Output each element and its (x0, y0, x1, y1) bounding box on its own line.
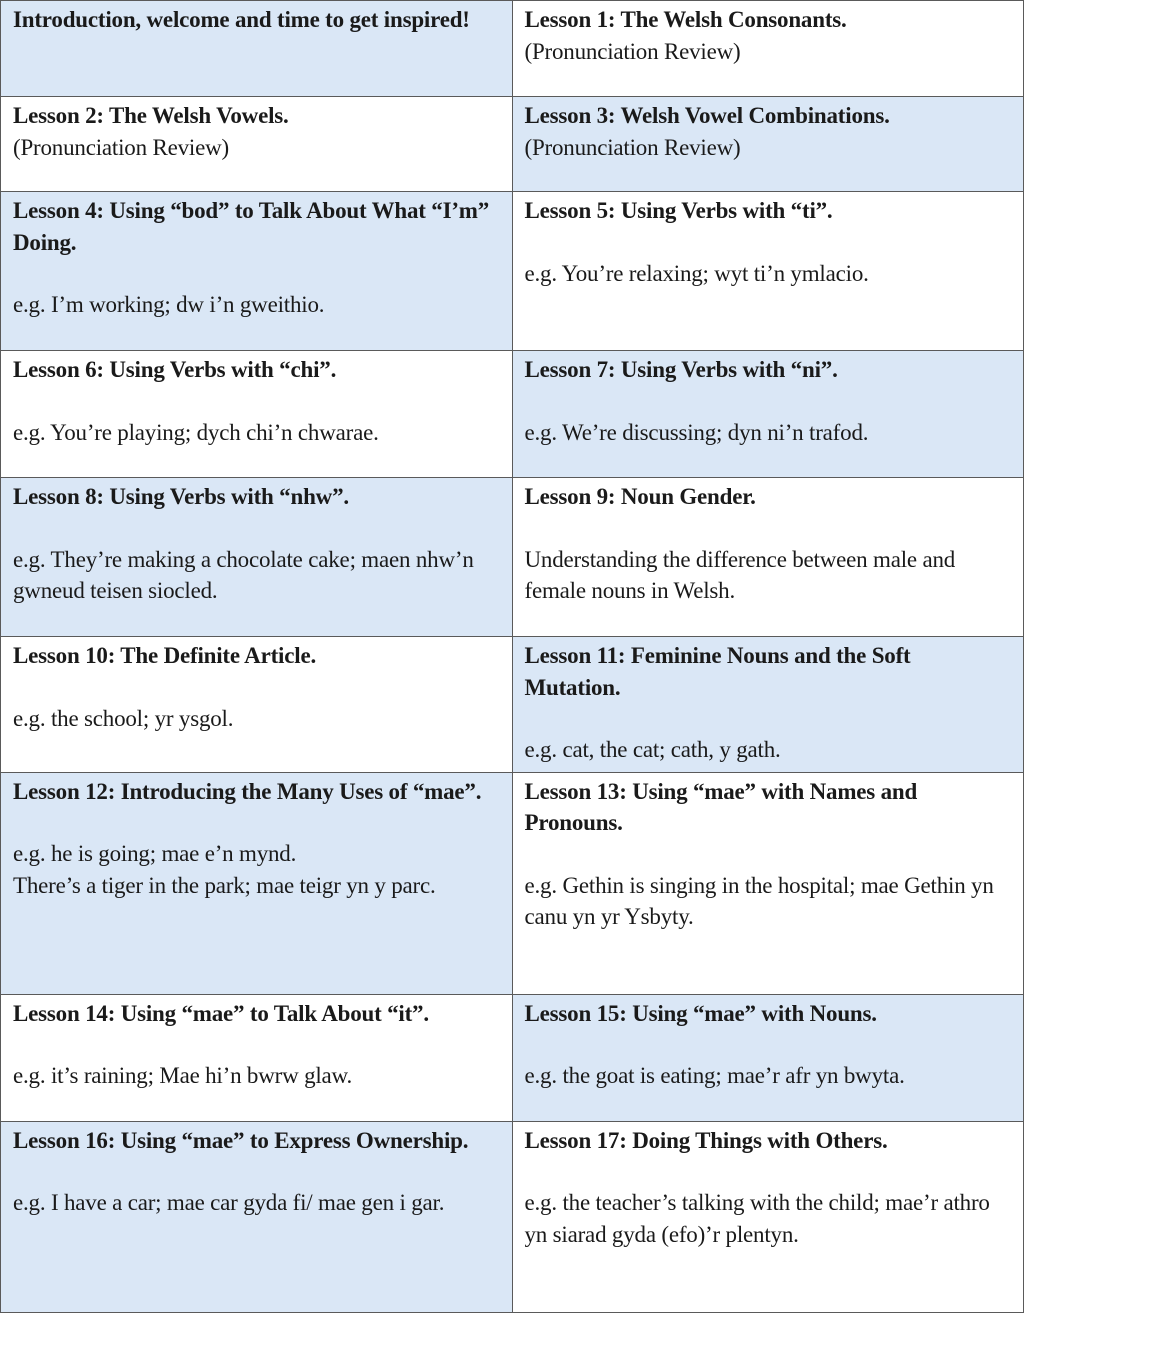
lesson-cell-1 (512, 1, 1024, 97)
lesson-example: e.g. the goat is eating; mae’r afr yn bwyta. (524, 1063, 905, 1088)
lesson-title: Lesson 12: Introducing the Many Uses of “mae”. (13, 778, 482, 804)
table-row (1, 478, 1024, 637)
lesson-example: e.g. it’s raining; Mae hi’n bwrw glaw. (13, 1063, 353, 1088)
spacer (525, 839, 1012, 870)
lesson-title: Lesson 7: Using Verbs with “ni”. (524, 357, 838, 382)
spacer (525, 703, 1012, 734)
lesson-title: Lesson 10: The Definite Article. (13, 643, 316, 668)
lesson-subtitle: (Pronunciation Review) (524, 38, 741, 64)
lesson-example: e.g. cat, the cat; cath, y gath. (524, 737, 781, 762)
lesson-cell-14 (1, 994, 513, 1121)
lesson-example: e.g. They’re making a chocolate cake; maen nhw’n gwneud teisen siocled. (13, 546, 480, 603)
lesson-cell-15 (512, 994, 1024, 1121)
table-row (1, 1121, 1024, 1312)
spacer (13, 807, 500, 838)
lesson-title: Lesson 5: Using Verbs with “ti”. (524, 198, 833, 223)
lesson-example: e.g. the school; yr ysgol. (13, 705, 234, 731)
lesson-title: Lesson 15: Using “mae” with Nouns. (524, 1000, 877, 1026)
lesson-subtitle: (Pronunciation Review) (524, 134, 741, 160)
lesson-title: Lesson 3: Welsh Vowel Combinations. (524, 103, 890, 128)
lesson-cell-16 (1, 1121, 513, 1312)
table-row (1, 192, 1024, 351)
spacer (525, 386, 1012, 417)
lesson-cell-6 (1, 351, 513, 478)
table-row (1, 637, 1024, 773)
spacer (13, 258, 500, 289)
lesson-title: Lesson 2: The Welsh Vowels. (13, 103, 289, 128)
spacer (525, 1156, 1012, 1187)
lesson-example: e.g. I’m working; dw i’n gweithio. (13, 292, 325, 317)
spacer (525, 513, 1012, 544)
table-row (1, 772, 1024, 994)
lesson-cell-7 (512, 351, 1024, 478)
lesson-cell-12 (1, 772, 513, 994)
lesson-example: e.g. You’re relaxing; wyt ti’n ymlacio. (524, 260, 869, 286)
spacer (525, 1029, 1012, 1060)
lesson-title: Lesson 4: Using “bod” to Talk About What “I’m” Doing. (13, 198, 495, 255)
lesson-cell-2 (1, 97, 513, 192)
lesson-cell-8 (1, 478, 513, 637)
spacer (525, 227, 1012, 258)
table-row (1, 351, 1024, 478)
lesson-example: e.g. We’re discussing; dyn ni’n trafod. (524, 419, 869, 445)
spacer (13, 513, 500, 544)
lesson-cell-9 (512, 478, 1024, 637)
lesson-title: Lesson 17: Doing Things with Others. (524, 1127, 888, 1153)
spacer (13, 1029, 500, 1060)
lesson-subtitle: (Pronunciation Review) (13, 134, 229, 160)
lesson-cell-4 (1, 192, 513, 351)
lesson-cell-17 (512, 1121, 1024, 1312)
lesson-title: Lesson 16: Using “mae” to Express Ownership. (13, 1127, 469, 1153)
lesson-cell-intro (1, 1, 513, 97)
lesson-title: Lesson 13: Using “mae” with Names and Pronouns. (524, 778, 923, 835)
lesson-example: e.g. You’re playing; dych chi’n chwarae. (13, 419, 379, 445)
lesson-cell-10 (1, 637, 513, 773)
table-row (1, 994, 1024, 1121)
lesson-example: e.g. I have a car; mae car gyda fi/ mae gen i gar. (13, 1190, 445, 1215)
lesson-title: Lesson 6: Using Verbs with “chi”. (13, 357, 337, 382)
lesson-title: Lesson 1: The Welsh Consonants. (524, 7, 847, 32)
spacer (13, 672, 500, 703)
lesson-title: Lesson 14: Using “mae” to Talk About “it”. (13, 1000, 429, 1026)
spacer (13, 1156, 500, 1187)
lesson-description: Understanding the difference between male and female nouns in Welsh. (524, 546, 961, 603)
lesson-title: Introduction, welcome and time to get inspired! (13, 7, 470, 32)
lesson-cell-5 (512, 192, 1024, 351)
lesson-cell-13 (512, 772, 1024, 994)
lesson-title: Lesson 11: Feminine Nouns and the Soft Mutation. (524, 643, 917, 700)
lesson-title: Lesson 8: Using Verbs with “nhw”. (13, 484, 349, 509)
table-row (1, 1, 1024, 97)
lesson-cell-3 (512, 97, 1024, 192)
lesson-example: e.g. Gethin is singing in the hospital; mae Gethin yn canu yn yr Ysbyty. (524, 872, 1000, 929)
lesson-example: e.g. the teacher’s talking with the child; mae’r athro yn siarad gyda (efo)’r plentyn. (524, 1190, 996, 1247)
table-row (1, 97, 1024, 192)
lesson-example: e.g. he is going; mae e’n mynd. There’s a tiger in the park; mae teigr yn y parc. (13, 841, 436, 898)
spacer (13, 386, 500, 417)
lesson-title: Lesson 9: Noun Gender. (524, 484, 756, 509)
lesson-cell-11 (512, 637, 1024, 773)
